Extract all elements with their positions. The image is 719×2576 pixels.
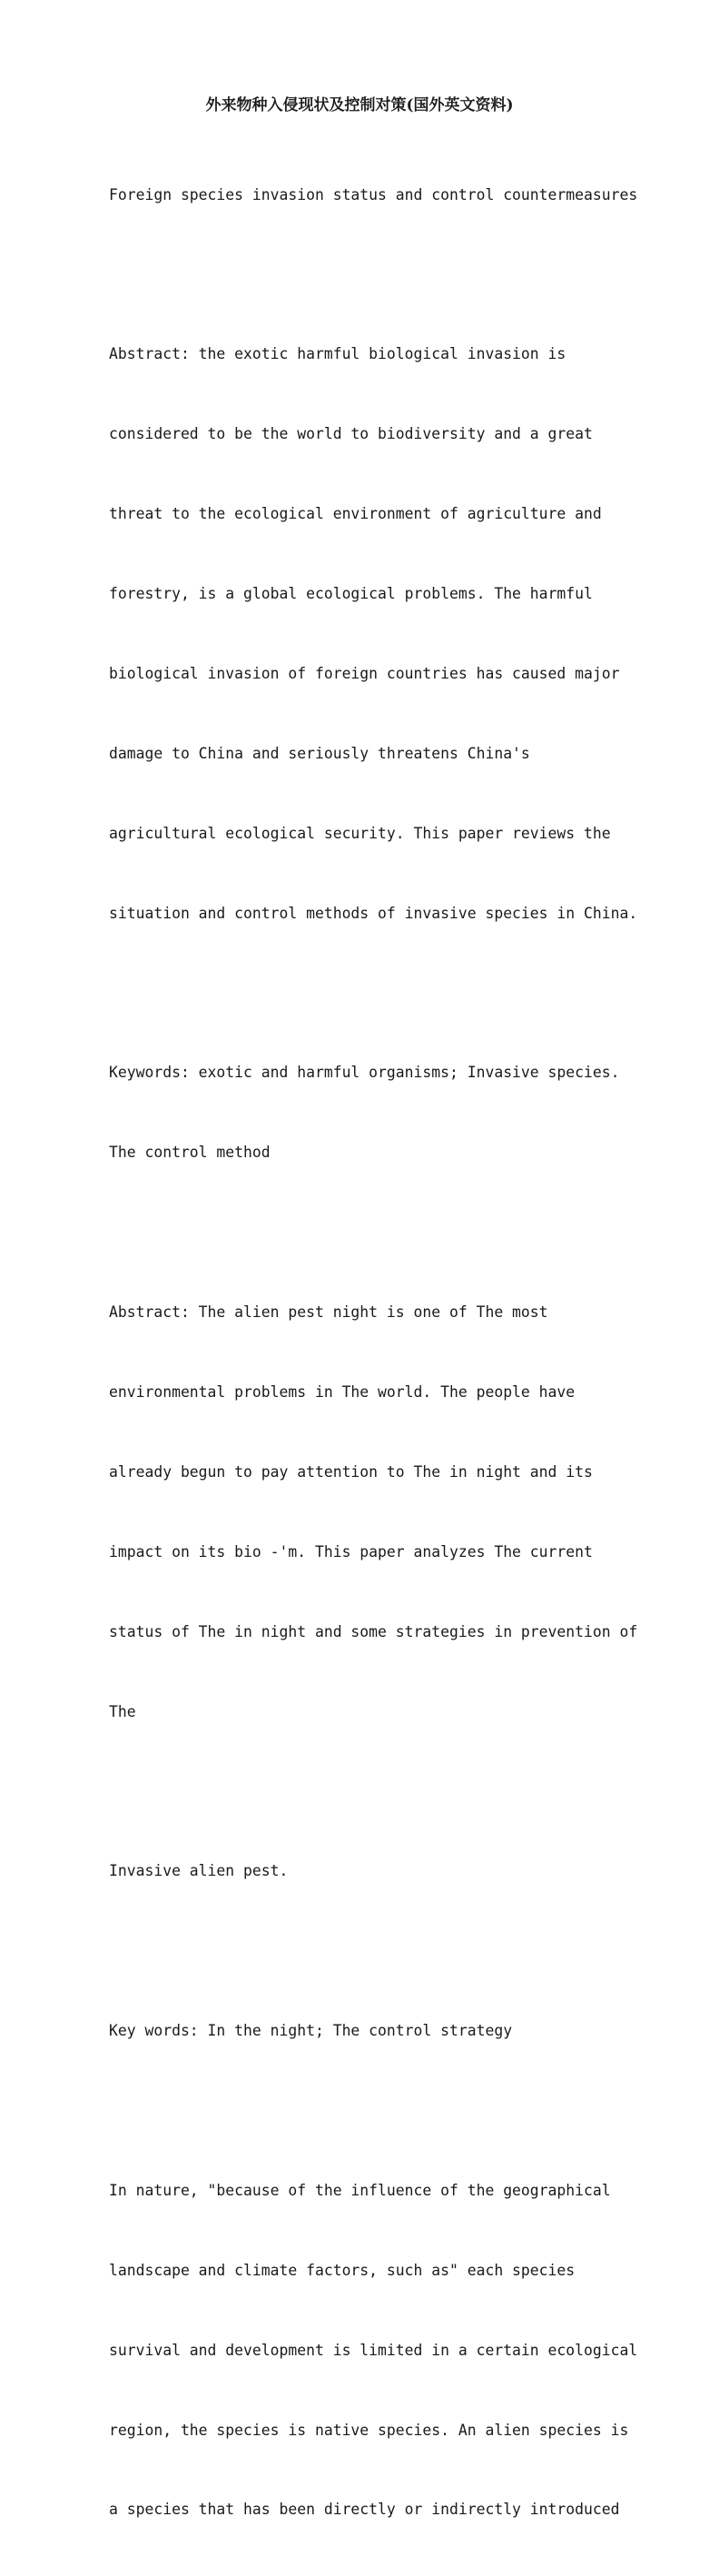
abstract-line: agricultural ecological security. This paper reviews the: [109, 824, 611, 842]
abstract-line: Abstract: The alien pest night is one of The most: [109, 1303, 548, 1322]
body-line: region, the species is native species. An alien species is: [109, 2421, 629, 2439]
abstract-line: already begun to pay attention to The in night and its: [109, 1462, 593, 1481]
keywords-line: Keywords: exotic and harmful organisms; Invasive species.: [109, 1064, 620, 1082]
abstract-line: impact on its bio -'m. This paper analyzes The current: [109, 1542, 593, 1560]
subtitle-line: Foreign species invasion status and control countermeasures: [109, 185, 638, 203]
body-line: survival and development is limited in a certain ecological: [109, 2341, 638, 2359]
abstract-line: biological invasion of foreign countries has caused major: [109, 664, 620, 682]
abstract-line: The: [109, 1702, 136, 1720]
body-line: Invasive alien pest.: [109, 1862, 289, 1880]
document-body: [109, 128, 638, 2576]
blank-line: [109, 980, 635, 1006]
body-line: In nature, "because of the influence of the geographical: [109, 2181, 611, 2199]
blank-line: [109, 1937, 635, 1964]
abstract-line: considered to be the world to biodiversity and a great: [109, 425, 593, 443]
document-title: 外来物种入侵现状及控制对策(国外英文资料): [205, 96, 514, 114]
blank-line: [109, 2097, 635, 2124]
blank-line: [109, 261, 635, 287]
body-line: a species that has been directly or indirectly introduced: [109, 2501, 620, 2519]
body-line: landscape and climate factors, such as" each species: [109, 2261, 576, 2279]
abstract-line: threat to the ecological environment of agriculture and: [109, 505, 602, 523]
abstract-line: environmental problems in The world. The people have: [109, 1382, 576, 1401]
keywords-line: Key words: In the night; The control strategy: [109, 2022, 513, 2040]
blank-line: [109, 1219, 635, 1245]
abstract-line: damage to China and seriously threatens China's: [109, 744, 530, 762]
abstract-line: status of The in night and some strategies in prevention of: [109, 1622, 638, 1640]
keywords-line: The control method: [109, 1144, 271, 1162]
abstract-line: Abstract: the exotic harmful biological invasion is: [109, 345, 566, 363]
blank-line: [109, 1778, 635, 1804]
abstract-line: situation and control methods of invasive species in China.: [109, 904, 638, 922]
abstract-line: forestry, is a global ecological problems. The harmful: [109, 585, 593, 603]
